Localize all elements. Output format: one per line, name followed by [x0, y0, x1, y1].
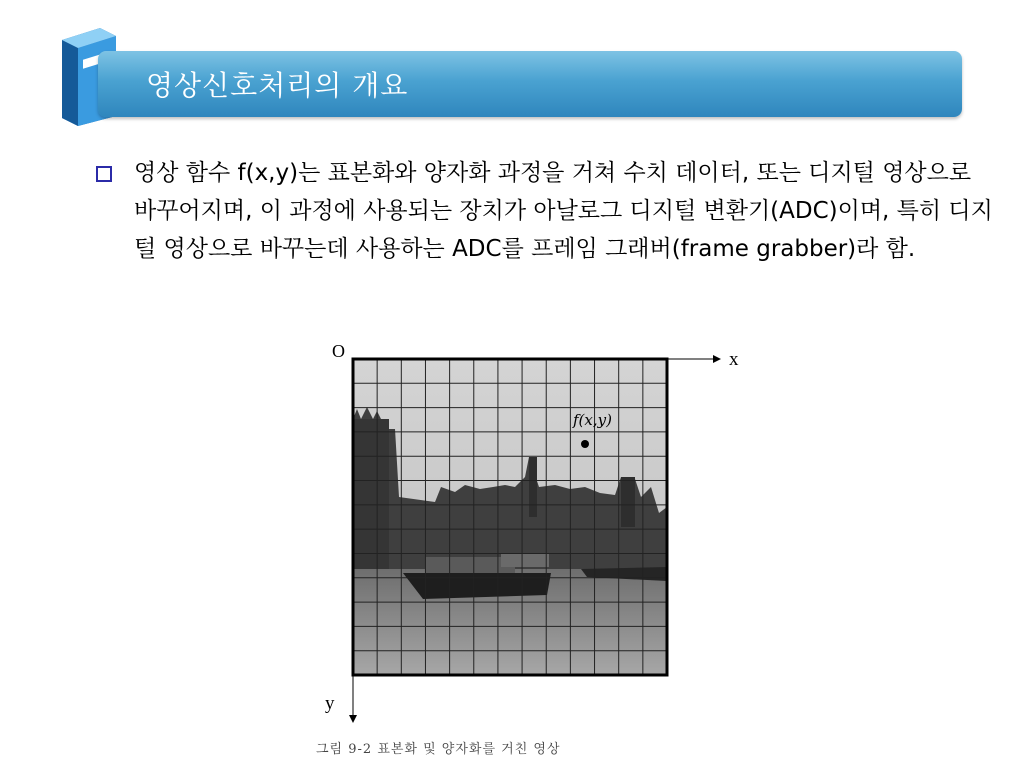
photo-parliament	[353, 359, 667, 675]
sample-point	[581, 440, 589, 448]
x-axis-arrow-icon	[713, 355, 721, 363]
figure-caption: 그림 9-2 표본화 및 양자화를 거친 영상	[316, 742, 561, 757]
y-axis-label: y	[325, 693, 335, 714]
y-axis-arrow-icon	[349, 715, 357, 723]
page-title: 영상신호처리의 개요	[146, 69, 409, 102]
sampled-image-figure	[315, 337, 765, 727]
origin-label: O	[332, 341, 345, 361]
checkbox-bullet-icon	[96, 166, 112, 182]
x-axis-label: x	[729, 349, 739, 370]
body-paragraph: 영상 함수 f(x,y)는 표본화와 양자화 과정을 거쳐 수치 데이터, 또는 디지털 영상으로 바꾸어지며, 이 과정에 사용되는 장치가 아날로그 디지털 변환기(ADC)이며, 특히 디지털 영상으로 바꾸는데 사용하는 ADC를 프레임 그래버(frame grabber)라 함.	[134, 160, 993, 262]
point-label: f(x,y)	[573, 411, 612, 429]
